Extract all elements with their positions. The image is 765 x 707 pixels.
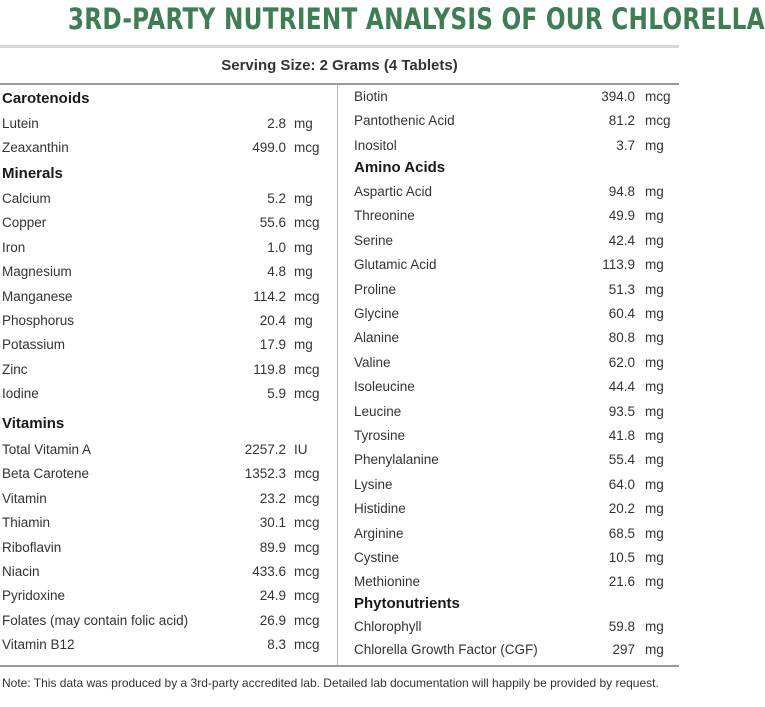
nutrient-unit: mcg — [294, 588, 320, 604]
nutrient-value: 10.5 — [608, 550, 635, 565]
column-divider — [337, 85, 338, 665]
nutrient-name: Niacin — [2, 564, 40, 579]
nutrient-unit: mg — [645, 550, 664, 565]
nutrient-value: 30.1 — [259, 515, 286, 531]
nutrient-unit: mcg — [294, 490, 320, 506]
nutrient-value: 42.4 — [608, 232, 635, 248]
serving-size: Serving Size: 2 Grams (4 Tablets) — [221, 57, 458, 74]
nutrient-name: Lutein — [2, 116, 39, 131]
nutrient-name: Zeaxanthin — [2, 140, 69, 156]
nutrient-name: Vitamin — [2, 490, 47, 506]
nutrient-unit: mcg — [294, 361, 320, 377]
lab-note: Note: This data was produced by a 3rd-party accredited lab. Detailed lab documentation will happily be provided by request. — [2, 676, 659, 690]
serving-rule — [0, 83, 679, 85]
nutrient-name: Pantothenic Acid — [354, 113, 455, 129]
nutrient-unit: mg — [645, 641, 664, 657]
nutrient-name: Manganese — [2, 288, 73, 304]
nutrient-value: 41.8 — [608, 428, 635, 443]
nutrient-value: 81.2 — [608, 113, 635, 129]
nutrient-value: 26.9 — [259, 612, 286, 628]
nutrient-name: Iodine — [2, 386, 39, 402]
nutrient-value: 93.5 — [608, 403, 635, 419]
nutrient-value: 499.0 — [252, 140, 286, 156]
nutrient-unit: IU — [294, 442, 308, 457]
title-rule — [0, 45, 679, 48]
nutrient-name: Valine — [354, 354, 391, 370]
nutrient-unit: mcg — [645, 113, 671, 129]
minerals-heading: Minerals — [2, 165, 63, 182]
nutrient-value: 119.8 — [253, 361, 286, 377]
nutrient-unit: mcg — [294, 466, 320, 482]
amino-acids-heading: Amino Acids — [354, 159, 446, 176]
nutrient-value: 55.4 — [608, 452, 635, 468]
nutrient-unit: mg — [645, 257, 664, 273]
nutrient-value: 24.9 — [259, 588, 286, 604]
nutrient-name: Inositol — [354, 137, 397, 153]
nutrient-unit: mcg — [294, 564, 320, 579]
nutrient-unit: mcg — [294, 637, 320, 653]
nutrient-unit: mg — [645, 281, 664, 297]
nutrient-unit: mg — [645, 403, 664, 419]
vitamins-heading: Vitamins — [2, 415, 65, 432]
nutrient-name: Tyrosine — [354, 428, 406, 443]
nutrient-unit: mg — [645, 525, 664, 541]
nutrient-name: Serine — [354, 232, 394, 248]
nutrient-unit: mcg — [294, 539, 320, 555]
nutrient-name: Histidine — [354, 501, 406, 517]
nutrient-name: Riboflavin — [2, 539, 62, 555]
nutrient-unit: mg — [294, 116, 313, 131]
nutrient-value: 89.9 — [259, 539, 286, 555]
nutrient-value: 49.9 — [608, 208, 635, 224]
nutrient-unit: mg — [645, 619, 664, 634]
nutrient-name: Thiamin — [2, 515, 51, 531]
nutrient-value: 55.6 — [259, 215, 286, 231]
nutrient-name: Glycine — [354, 306, 400, 321]
nutrient-value: 59.8 — [608, 619, 635, 634]
nutrient-value: 3.7 — [616, 137, 635, 153]
nutrient-name: Proline — [354, 281, 397, 297]
nutrient-value: 4.8 — [267, 264, 286, 280]
nutrient-name: Magnesium — [2, 264, 72, 280]
nutrient-name: Threonine — [354, 208, 415, 224]
nutrient-unit: mg — [645, 354, 664, 370]
nutrient-unit: mcg — [294, 140, 320, 156]
nutrient-unit: mcg — [294, 288, 320, 304]
nutrient-unit: mcg — [294, 612, 320, 628]
nutrient-unit: mg — [645, 137, 664, 153]
nutrient-value: 5.2 — [267, 191, 286, 206]
nutrient-unit: mg — [294, 191, 313, 206]
nutrient-name: Glutamic Acid — [354, 257, 437, 273]
nutrient-name: Folates (may contain folic acid) — [2, 612, 189, 628]
nutrient-unit: mg — [645, 379, 664, 395]
nutrient-name: Copper — [2, 215, 47, 231]
nutrient-name: Vitamin B12 — [2, 637, 75, 653]
nutrient-name: Pyridoxine — [2, 588, 66, 604]
nutrient-value: 5.9 — [267, 386, 286, 402]
nutrient-name: Chlorella Growth Factor (CGF) — [354, 641, 538, 657]
nutrient-value: 60.4 — [608, 306, 635, 321]
nutrient-name: Lysine — [354, 476, 393, 492]
nutrient-unit: mcg — [294, 386, 320, 402]
nutrient-value: 433.6 — [252, 564, 286, 579]
nutrient-unit: mg — [645, 330, 664, 346]
nutrient-unit: mg — [294, 313, 313, 328]
nutrient-unit: mg — [645, 306, 664, 321]
nutrient-name: Potassium — [2, 337, 66, 353]
bottom-rule — [0, 665, 679, 667]
nutrient-value: 2257.2 — [244, 442, 286, 457]
nutrient-unit: mg — [645, 476, 664, 492]
nutrient-name: Calcium — [2, 191, 51, 206]
nutrient-unit: mg — [294, 337, 313, 353]
nutrient-value: 1352.3 — [244, 466, 286, 482]
nutrient-value: 113.9 — [602, 257, 635, 273]
nutrient-value: 21.6 — [608, 574, 635, 590]
nutrient-value: 17.9 — [259, 337, 286, 353]
nutrient-value: 8.3 — [267, 637, 286, 653]
nutrient-value: 64.0 — [608, 476, 635, 492]
nutrient-value: 51.3 — [608, 281, 635, 297]
nutrient-name: Phosphorus — [2, 313, 75, 328]
nutrient-value: 80.8 — [608, 330, 635, 346]
nutrient-name: Alanine — [354, 330, 400, 346]
nutrient-value: 20.2 — [608, 501, 635, 517]
nutrient-unit: mg — [645, 501, 664, 517]
nutrient-unit: mcg — [294, 515, 320, 531]
nutrient-unit: mg — [645, 184, 664, 199]
nutrient-name: Total Vitamin A — [2, 442, 92, 457]
nutrient-name: Phenylalanine — [354, 452, 439, 468]
nutrient-unit: mg — [645, 208, 664, 224]
nutrient-unit: mg — [645, 452, 664, 468]
nutrient-unit: mg — [645, 428, 664, 443]
nutrient-unit: mg — [645, 232, 664, 248]
nutrient-value: 297 — [612, 641, 635, 657]
nutrient-unit: mcg — [645, 89, 671, 104]
nutrient-name: Arginine — [354, 525, 404, 541]
nutrient-name: Zinc — [2, 361, 28, 377]
nutrient-name: Cystine — [354, 550, 400, 565]
nutrient-value: 20.4 — [259, 313, 286, 328]
nutrient-value: 94.8 — [608, 184, 635, 199]
nutrient-value: 23.2 — [259, 490, 286, 506]
nutrient-unit: mg — [294, 264, 313, 280]
nutrient-value: 1.0 — [267, 239, 286, 255]
carotenoids-heading: Carotenoids — [2, 90, 90, 107]
nutrient-unit: mg — [294, 239, 313, 255]
nutrient-value: 68.5 — [608, 525, 635, 541]
nutrient-name: Methionine — [354, 574, 421, 590]
nutrient-value: 2.8 — [267, 116, 286, 131]
nutrient-name: Chlorophyll — [354, 619, 422, 634]
nutrient-name: Iron — [2, 239, 26, 255]
nutrient-unit: mg — [645, 574, 664, 590]
nutrient-name: Biotin — [354, 89, 388, 104]
phytonutrients-heading: Phytonutrients — [354, 595, 460, 612]
nutrient-name: Leucine — [354, 403, 402, 419]
nutrient-value: 114.2 — [253, 288, 286, 304]
nutrient-value: 44.4 — [608, 379, 635, 395]
page-title: 3RD-PARTY NUTRIENT ANALYSIS OF OUR CHLORELLA — [67, 2, 765, 36]
nutrient-unit: mcg — [294, 215, 320, 231]
nutrient-name: Beta Carotene — [2, 466, 90, 482]
nutrient-value: 62.0 — [608, 354, 635, 370]
nutrient-name: Isoleucine — [354, 379, 415, 395]
nutrient-name: Aspartic Acid — [354, 184, 433, 199]
nutrient-value: 394.0 — [601, 89, 635, 104]
